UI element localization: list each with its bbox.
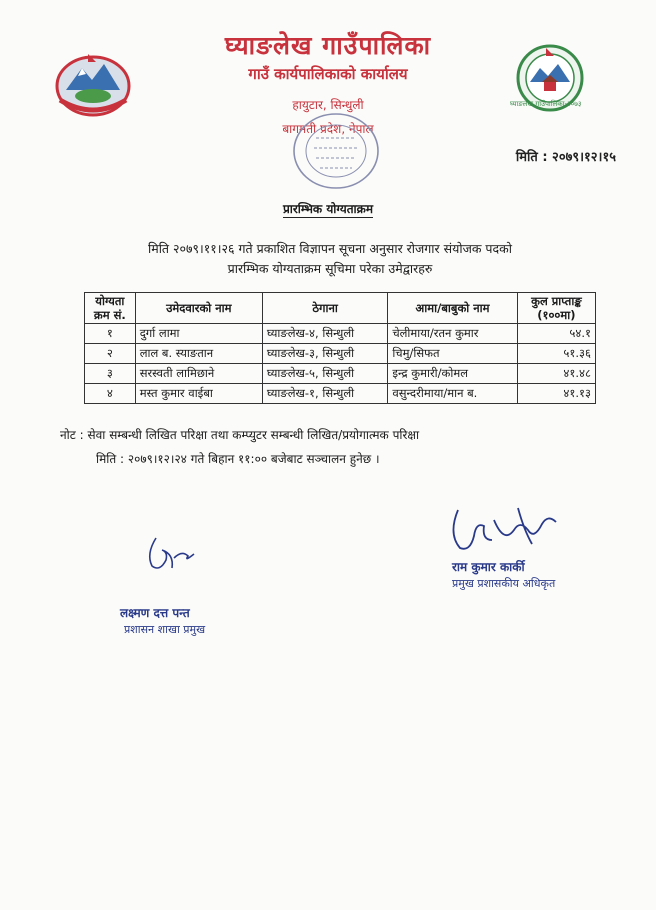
merit-list-table <box>84 292 596 404</box>
col-name: उमेदवारको नाम <box>135 293 262 324</box>
cell-rank: २ <box>85 344 136 364</box>
notice-intro <box>90 239 570 279</box>
cell-address: घ्याङलेख-५, सिन्धुली <box>262 364 387 384</box>
cell-score: ५४.१ <box>517 324 595 344</box>
cell-score: ४१.४८ <box>517 364 595 384</box>
address-line-2: बागमती प्रदेश, नेपाल <box>282 122 374 136</box>
cell-parents: इन्द्र कुमारी/कोमल <box>388 364 517 384</box>
office-subtitle: गाउँ कार्यपालिकाको कार्यालय <box>248 65 408 83</box>
cell-name: दुर्गा लामा <box>135 324 262 344</box>
seal-caption: घ्याङलेख गाउँपालिका-२०७३ <box>510 100 582 108</box>
cell-rank: ३ <box>85 364 136 384</box>
col-address: ठेगाना <box>262 293 387 324</box>
cell-address: घ्याङलेख-१, सिन्धुली <box>262 384 387 404</box>
exam-note-line-1: नोट : सेवा सम्बन्धी लिखित परिक्षा तथा कम्प्युटर सम्बन्धी लिखित/प्रयोगात्मक परिक्षा <box>60 428 420 442</box>
col-rank: योग्यता क्रम सं. <box>85 293 136 324</box>
cell-parents: चेलीमाया/रतन कुमार <box>388 324 517 344</box>
office-stamp-icon <box>290 110 382 192</box>
notice-heading <box>0 200 656 217</box>
col-parents: आमा/बाबुको नाम <box>388 293 517 324</box>
address-line-1: हायुटार, सिन्धुली <box>292 98 364 112</box>
cell-name: लाल ब. स्याङतान <box>135 344 262 364</box>
cell-rank: ४ <box>85 384 136 404</box>
left-signatory-title: प्रशासन शाखा प्रमुख <box>124 623 206 636</box>
cell-score: ५१.३६ <box>517 344 595 364</box>
right-signatory-title: प्रमुख प्रशासकीय अधिकृत <box>452 577 556 590</box>
left-signatory-name: लक्ष्मण दत्त पन्त <box>120 606 190 620</box>
cell-name: सरस्वती लामिछाने <box>135 364 262 384</box>
table-header-row <box>85 293 596 324</box>
cell-score: ४१.१३ <box>517 384 595 404</box>
col-score: कुल प्राप्ताङ्क (१००मा) <box>517 293 595 324</box>
intro-line-2: प्रारम्भिक योग्यताक्रम सूचिमा परेका उमेद्वारहरु <box>227 261 433 276</box>
exam-note-line-2: मिति : २०७९।१२।२४ गते बिहान ११:०० बजेबाट सञ्चालन हुनेछ । <box>96 452 380 466</box>
cell-parents: वसुन्दरीमाया/मान ब. <box>388 384 517 404</box>
table-row <box>85 344 596 364</box>
cell-address: घ्याङलेख-३, सिन्धुली <box>262 344 387 364</box>
cell-name: मस्त कुमार वाईबा <box>135 384 262 404</box>
right-signatory-name: राम कुमार कार्की <box>452 560 525 574</box>
table-row <box>85 384 596 404</box>
table-row <box>85 324 596 344</box>
notice-heading-text: प्रारम्भिक योग्यताक्रम <box>282 202 374 216</box>
table-row <box>85 364 596 384</box>
intro-line-1: मिति २०७९।११।२६ गते प्रकाशित विज्ञापन सूचना अनुसार रोजगार संयोजक पदको <box>147 241 512 256</box>
cell-address: घ्याङलेख-४, सिन्धुली <box>262 324 387 344</box>
right-signature-icon <box>444 500 574 560</box>
office-title: घ्याङलेख गाउँपालिका <box>224 31 432 60</box>
notice-date: मिति : २०७९।१२।१५ <box>515 150 616 165</box>
cell-rank: १ <box>85 324 136 344</box>
cell-parents: चिमु/सिफत <box>388 344 517 364</box>
left-signature-icon <box>138 532 202 580</box>
